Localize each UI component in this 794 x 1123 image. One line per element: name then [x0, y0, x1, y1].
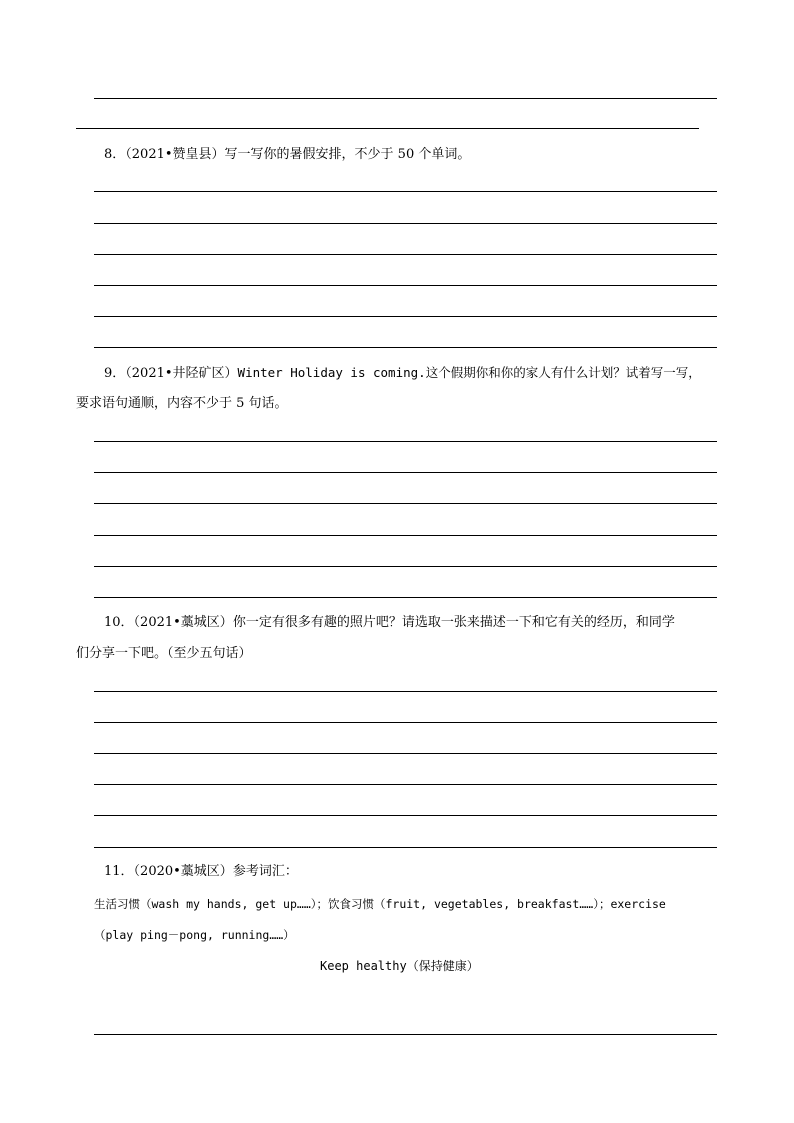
answer-line: [94, 347, 717, 348]
question-prompt: Winter Holiday is coming.这个假期你和你的家人有什么计划？试着写一写，: [237, 365, 701, 380]
question-prompt: 写一写你的暑假安排，不少于 50 个单词。: [224, 147, 471, 162]
answer-line: [94, 815, 717, 816]
question-number: 11．: [104, 864, 134, 879]
answer-line: [94, 566, 717, 567]
answer-line: [94, 597, 717, 598]
question-11: [104, 864, 298, 880]
vocab-line: （play ping－pong, running……）: [94, 928, 295, 942]
question-10: [104, 615, 675, 631]
question-source: （2020•藁城区）: [133, 864, 233, 879]
answer-line: [94, 191, 717, 192]
question-number: 8．: [104, 147, 126, 162]
answer-line: [94, 503, 717, 504]
question-10-line2: 们分享一下吧。（至少五句话）: [76, 646, 252, 661]
question-source: （2021•井陉矿区）: [125, 366, 238, 381]
answer-line: [94, 691, 717, 692]
answer-line: [94, 472, 717, 473]
question-number: 9．: [104, 366, 126, 381]
question-source: （2021•藁城区）: [133, 615, 233, 630]
answer-line: [94, 753, 717, 754]
answer-line: [94, 784, 717, 785]
answer-line: [76, 128, 699, 129]
answer-line: [94, 847, 717, 848]
question-8: [104, 147, 470, 163]
question-number: 10．: [104, 615, 134, 630]
vocab-line: 生活习惯（wash my hands, get up……）；饮食习惯（fruit, vegetables, breakfast……）；exercise: [94, 897, 666, 911]
answer-line: [94, 98, 717, 99]
question-prompt: 参考词汇：: [232, 864, 298, 879]
question-9-line2: 要求语句通顺，内容不少于 5 句话。: [76, 396, 288, 411]
question-source: （2021•赞皇县）: [125, 147, 225, 162]
answer-line: [94, 316, 717, 317]
essay-title: Keep healthy（保持健康）: [320, 959, 479, 973]
answer-line: [94, 722, 717, 723]
answer-line: [94, 285, 717, 286]
answer-line: [94, 223, 717, 224]
question-9: [104, 365, 701, 382]
answer-line: [94, 1034, 717, 1035]
answer-line: [94, 535, 717, 536]
answer-line: [94, 254, 717, 255]
question-prompt: 你一定有很多有趣的照片吧？请选取一张来描述一下和它有关的经历，和同学: [232, 615, 675, 630]
answer-line: [94, 441, 717, 442]
